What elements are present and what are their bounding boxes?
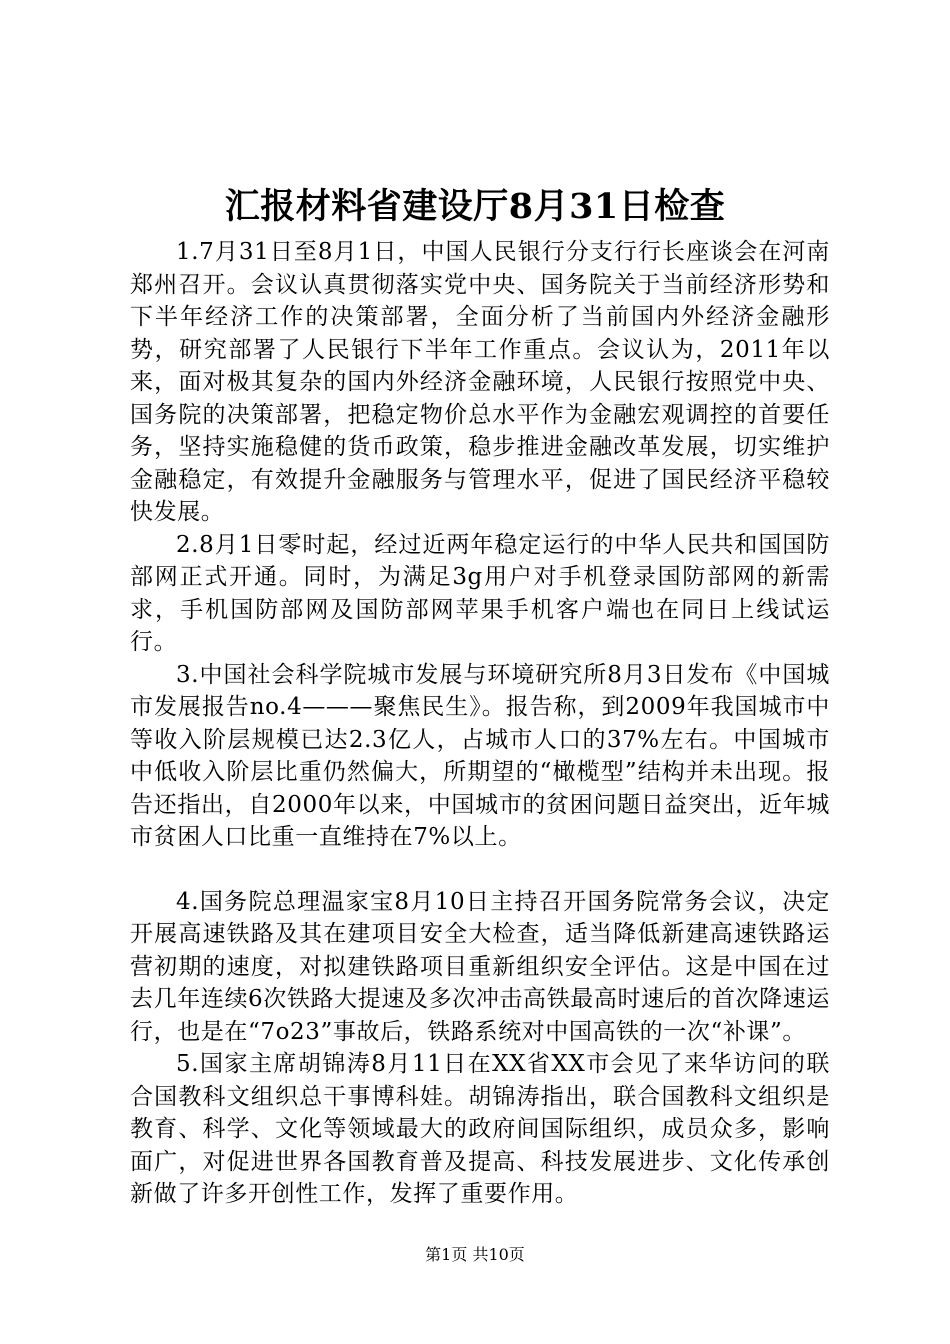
paragraph-3: 3.中国社会科学院城市发展与环境研究所8月3日发布《中国城市发展报告no.4———聚焦民生》。报告称，到2009年我国城市中等收入阶层规模已达2.3亿人，占城市人口的37%左右。中国城市中低收入阶层比重仍然偏大，所期望的“橄榄型”结构并未出现。报告还指出，自2000年以来，中国城市的贫困问题日益突出，近年城市贫困人口比重一直维持在7%以上。 [130,661,830,850]
document-title: 汇报材料省建设厅8月31日检查 [224,186,726,227]
paragraph-4: 4.国务院总理温家宝8月10日主持召开国务院常务会议，决定开展高速铁路及其在建项目安全大检查，适当降低新建高速铁路运营初期的速度，对拟建铁路项目重新组织安全评估。这是中国在过去几年连续6次铁路大提速及多次冲击高铁最高时速后的首次降速运行，也是在“7o23”事故后，铁路系统对中国高铁的一次“补课”。 [130,888,830,1045]
paragraph-5: 5.国家主席胡锦涛8月11日在XX省XX市会见了来华访问的联合国教科文组织总干事博科娃。胡锦涛指出，联合国教科文组织是教育、科学、文化等领域最大的政府间国际组织，成员众多，影响面广，对促进世界各国教育普及提高、科技发展进步、文化传承创新做了许多开创性工作，发挥了重要作用。 [130,1051,830,1207]
paragraph-1: 1.7月31日至8月1日，中国人民银行分支行行长座谈会在河南郑州召开。会议认真贯彻落实党中央、国务院关于当前经济形势和下半年经济工作的决策部署，全面分析了当前国内外经济金融形势，研究部署了人民银行下半年工作重点。会议认为，2011年以来，面对极其复杂的国内外经济金融环境，人民银行按照党中央、国务院的决策部署，把稳定物价总水平作为金融宏观调控的首要任务，坚持实施稳健的货币政策，稳步推进金融改革发展，切实维护金融稳定，有效提升金融服务与管理水平，促进了国民经济平稳较快发展。 [130,239,830,525]
document-body [130,236,830,1211]
page-number-footer: 第1页 共10页 [425,1245,525,1264]
paragraph-2: 2.8月1日零时起，经过近两年稳定运行的中华人民共和国国防部网正式开通。同时，为满足3g用户对手机登录国防部网的新需求，手机国防部网及国防部网苹果手机客户端也在同日上线试运行。 [130,531,830,655]
